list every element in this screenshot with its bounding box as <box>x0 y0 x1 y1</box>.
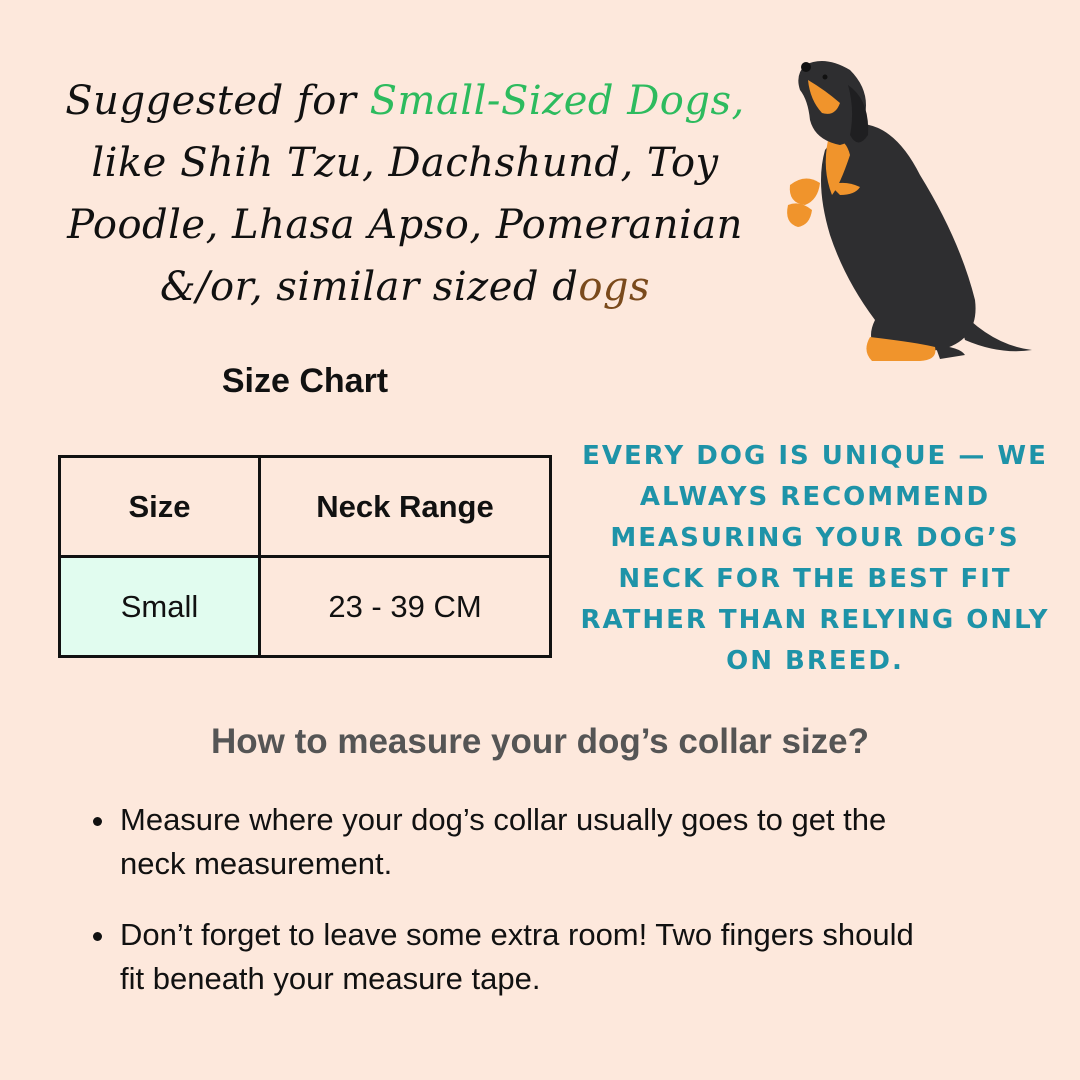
headline-line-4 <box>60 256 750 318</box>
headline-accent: Small-Sized Dogs, <box>369 78 745 124</box>
table-cell-neck-range: 23 - 39 CM <box>260 557 551 657</box>
headline-brown: ogs <box>578 264 651 310</box>
table-header-size: Size <box>60 457 260 557</box>
table-header-row <box>60 457 551 557</box>
measure-section-title: How to measure your dog’s collar size? <box>210 722 870 761</box>
size-chart-table <box>58 455 552 658</box>
headline <box>60 70 750 318</box>
table-cell-size: Small <box>60 557 260 657</box>
headline-text-end: &/or, similar sized d <box>159 264 579 310</box>
table-row <box>60 557 551 657</box>
headline-line-3: Poodle, Lhasa Apso, Pomeranian <box>67 202 743 248</box>
measure-tips-list <box>120 798 940 1028</box>
headline-text: Suggested for <box>65 78 370 124</box>
list-item: Don’t forget to leave some extra room! Two fingers should fit beneath your measure tape. <box>120 913 940 1001</box>
size-chart-title: Size Chart <box>221 362 389 400</box>
table-header-neck-range: Neck Range <box>260 457 551 557</box>
dachshund-illustration <box>770 55 1040 370</box>
headline-line-1 <box>60 70 750 132</box>
fit-advice-note: EVERY DOG IS UNIQUE — WE ALWAYS RECOMMEND MEASURING YOUR DOG’S NECK FOR THE BEST FIT RATHER THAN RELYING ONLY ON BREED. <box>580 441 1050 676</box>
list-item: Measure where your dog’s collar usually goes to get the neck measurement. <box>120 798 940 886</box>
headline-line-2: like Shih Tzu, Dachshund, Toy <box>91 140 719 186</box>
